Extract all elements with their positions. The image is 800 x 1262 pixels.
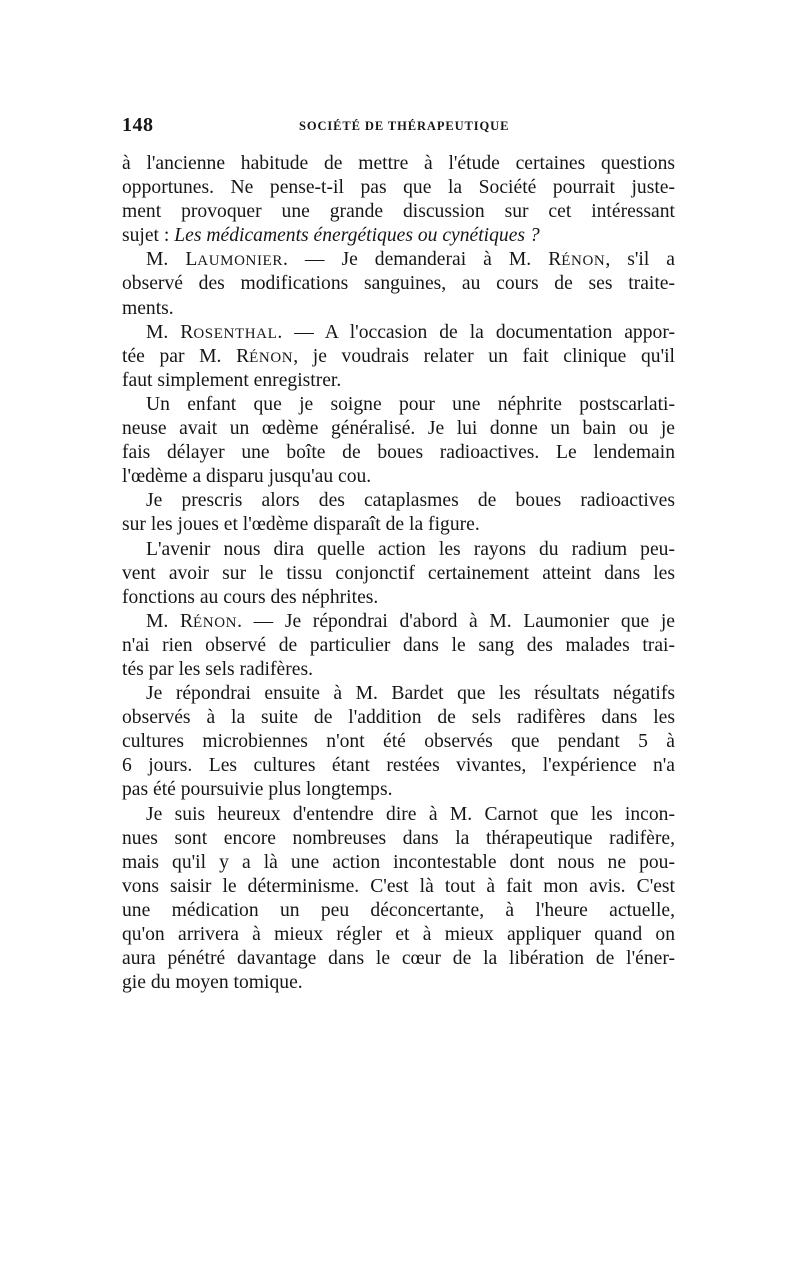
- italic-title: Les médicaments énergétiques ou cynétiques ?: [174, 225, 540, 247]
- text-line: cultures microbiennes n'ont été observés que pendant 5 à: [122, 731, 675, 753]
- text-line: n'ai rien observé de particulier dans le sang des malades trai-: [122, 634, 675, 656]
- text-line: [122, 321, 675, 345]
- text-line: vons saisir le déterminisme. C'est là tout à fait mon avis. C'est: [122, 875, 675, 897]
- text-fragment: , s'il a: [605, 249, 675, 271]
- text-line: neuse avait un œdème généralisé. Je lui donne un bain ou je: [122, 418, 675, 440]
- text-line: faut simplement enregistrer.: [122, 369, 342, 391]
- text-line: nues sont encore nombreuses dans la thérapeutique radifère,: [122, 827, 675, 849]
- speaker-name: ÉNON: [561, 253, 606, 270]
- page-number: 148: [122, 114, 154, 136]
- text-fragment: . — Je demanderai à M.: [282, 249, 549, 271]
- speaker-name-initial: R: [179, 610, 194, 632]
- text-line: à l'ancienne habitude de mettre à l'étude certaines questions: [122, 153, 675, 174]
- speaker-name: AUMONIER: [197, 253, 283, 270]
- text-fragment: tée par M.: [122, 345, 237, 367]
- text-line: ment provoquer une grande discussion sur cet intéressant: [122, 201, 675, 223]
- text-line: observés à la suite de l'addition de sels radifères dans les: [122, 707, 675, 729]
- text-line: mais qu'il y a là une action incontestable dont nous ne pou-: [122, 851, 675, 873]
- text-line: L'avenir nous dira quelle action les rayons du radium peu-: [146, 538, 675, 560]
- text-line: observé des modifications sanguines, au cours de ses traite-: [122, 273, 675, 295]
- text-line: aura pénétré davantage dans le cœur de la libération de l'éner-: [122, 948, 675, 970]
- text-fragment: M.: [146, 249, 186, 271]
- speaker-name-initial: L: [185, 249, 198, 271]
- speaker-name-initial: R: [236, 345, 250, 367]
- text-line: Je suis heureux d'entendre dire à M. Carnot que les incon-: [146, 803, 675, 825]
- text-fragment: , je voudrais relater un fait clinique qu'il: [293, 345, 676, 367]
- text-line: opportunes. Ne pense-t-il pas que la Société pourrait juste-: [122, 177, 675, 199]
- text-line: gie du moyen tomique.: [122, 972, 303, 994]
- text-line: ments.: [122, 297, 174, 319]
- speaker-name-initial: R: [180, 321, 194, 343]
- text-line: qu'on arrivera à mieux régler et à mieux appliquer quand on: [122, 924, 675, 945]
- speaker-name-initial: R: [548, 249, 562, 271]
- speaker-name: ÉNON: [193, 614, 238, 631]
- text-fragment: M.: [146, 610, 180, 632]
- text-fragment: . — Je répondrai d'abord à M. Laumonier que je: [237, 610, 675, 632]
- text-line: Je prescris alors des cataplasmes de boues radioactives: [146, 490, 675, 512]
- text-line: une médication un peu déconcertante, à l'heure actuelle,: [122, 899, 675, 921]
- text-line: Un enfant que je soigne pour une néphrite postscarlati-: [146, 393, 675, 415]
- text-fragment: . — A l'occasion de la documentation appor-: [277, 321, 675, 343]
- text-line: [122, 345, 675, 369]
- text-line: [122, 610, 675, 634]
- text-line: vent avoir sur le tissu conjonctif certainement atteint dans les: [122, 562, 675, 584]
- text-line: l'œdème a disparu jusqu'au cou.: [122, 466, 372, 488]
- text-line: pas été poursuivie plus longtemps.: [122, 779, 393, 801]
- running-title: SOCIÉTÉ DE THÉRAPEUTIQUE: [299, 119, 510, 133]
- body-text: [122, 152, 675, 995]
- speaker-name: OSENTHAL: [193, 325, 278, 342]
- text-fragment: sujet :: [122, 225, 175, 247]
- text-line: [122, 248, 675, 272]
- text-line: tés par les sels radifères.: [122, 658, 313, 680]
- text-line: [122, 224, 675, 248]
- text-line: fais délayer une boîte de boues radioactives. Le lendemain: [122, 442, 675, 464]
- running-head: [122, 114, 675, 138]
- text-line: fonctions au cours des néphrites.: [122, 586, 379, 608]
- text-line: sur les joues et l'œdème disparaît de la figure.: [122, 514, 480, 536]
- text-line: 6 jours. Les cultures étant restées vivantes, l'expérience n'a: [122, 755, 675, 777]
- speaker-name: ÉNON: [249, 349, 294, 366]
- text-line: Je répondrai ensuite à M. Bardet que les résultats négatifs: [146, 683, 675, 705]
- text-fragment: M.: [146, 321, 181, 343]
